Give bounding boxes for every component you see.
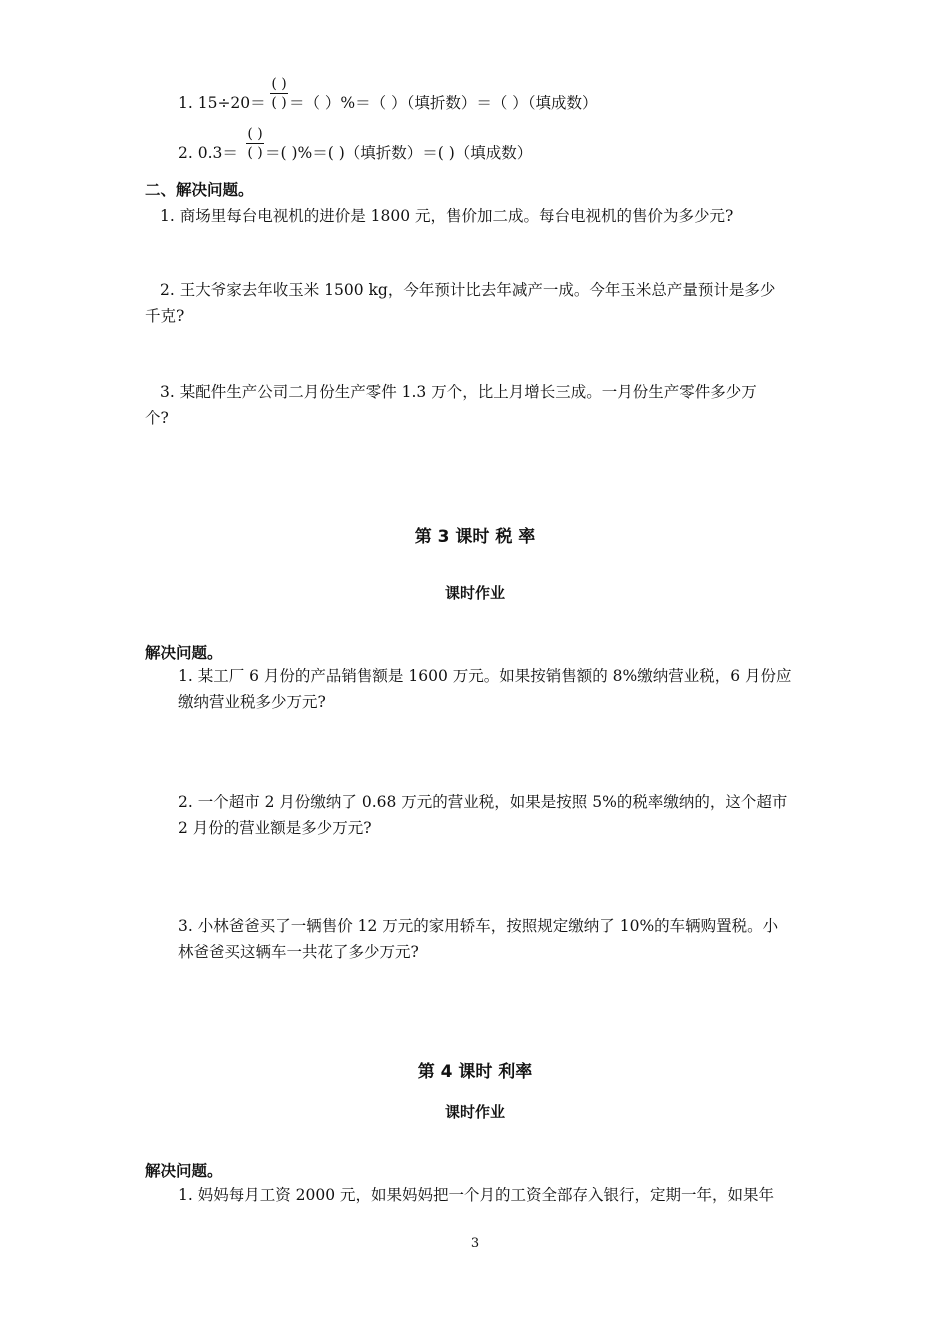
section2-q1: 1. 商场里每台电视机的进价是 1800 元，售价加二成。每台电视机的售价为多少元?: [160, 207, 734, 225]
lesson3-q3-line1: 3. 小林爸爸买了一辆售价 12 万元的家用轿车，按照规定缴纳了 10%的车辆购置税。小: [178, 917, 779, 935]
page-number: 3: [470, 1236, 480, 1251]
lesson3-title: 第 3 课时 税 率: [414, 527, 536, 547]
fill-blank-2-prefix: 2. 0.3＝: [178, 144, 238, 162]
fill-blank-2-rest: [265, 141, 532, 163]
fill-blank-2: [178, 141, 238, 163]
fill-blank-1-denominator: ( ): [271, 95, 287, 111]
lesson3-q2-line2: 2 月份的营业额是多少万元?: [178, 819, 372, 837]
lesson4-section: 解决问题。: [145, 1162, 223, 1180]
fill-blank-1-numerator: ( ): [271, 76, 287, 92]
lesson3-section: 解决问题。: [145, 644, 223, 662]
section2-title: 二、解决问题。: [145, 181, 254, 199]
fill-blank-1-rest: [289, 91, 598, 113]
lesson4-q1-line1: 1. 妈妈每月工资 2000 元，如果妈妈把一个月的工资全部存入银行，定期一年，如果年: [178, 1186, 775, 1204]
fill-blank-2-fraction: [246, 126, 264, 161]
lesson3-q1-line1: 1. 某工厂 6 月份的产品销售额是 1600 万元。如果按销售额的 8%缴纳营业税，6 月份应: [178, 667, 792, 685]
section2-q3-line1: 3. 某配件生产公司二月份生产零件 1.3 万个，比上月增长三成。一月份生产零件多少万: [160, 383, 757, 401]
fill-blank-2-numerator: ( ): [247, 126, 263, 142]
section2-q3-line2: 个?: [145, 409, 169, 427]
fill-blank-1-prefix: 1. 15÷20＝: [178, 94, 266, 112]
fill-blank-1-rest-text: ＝（ ）%＝（ ）（填折数）＝（ ）（填成数）: [289, 94, 598, 112]
section2-q2-line1: 2. 王大爷家去年收玉米 1500 kg，今年预计比去年减产一成。今年玉米总产量预计是多少: [160, 281, 776, 299]
lesson4-subtitle: 课时作业: [444, 1103, 505, 1121]
fill-blank-2-rest-text: ＝( )%＝( )（填折数）＝( )（填成数）: [265, 144, 533, 162]
fill-blank-1: [178, 91, 266, 113]
fraction-bar: [270, 93, 288, 94]
lesson3-q3-line2: 林爸爸买这辆车一共花了多少万元?: [178, 943, 419, 961]
lesson3-subtitle: 课时作业: [444, 584, 505, 602]
section2-q2-line2: 千克?: [145, 307, 185, 325]
fill-blank-2-denominator: ( ): [247, 145, 263, 161]
fill-blank-1-fraction: [270, 76, 288, 111]
lesson3-q2-line1: 2. 一个超市 2 月份缴纳了 0.68 万元的营业税，如果是按照 5%的税率缴纳的，这个超市: [178, 793, 788, 811]
lesson4-title: 第 4 课时 利率: [417, 1062, 533, 1082]
lesson3-q1-line2: 缴纳营业税多少万元?: [178, 693, 326, 711]
fraction-bar: [246, 143, 264, 144]
